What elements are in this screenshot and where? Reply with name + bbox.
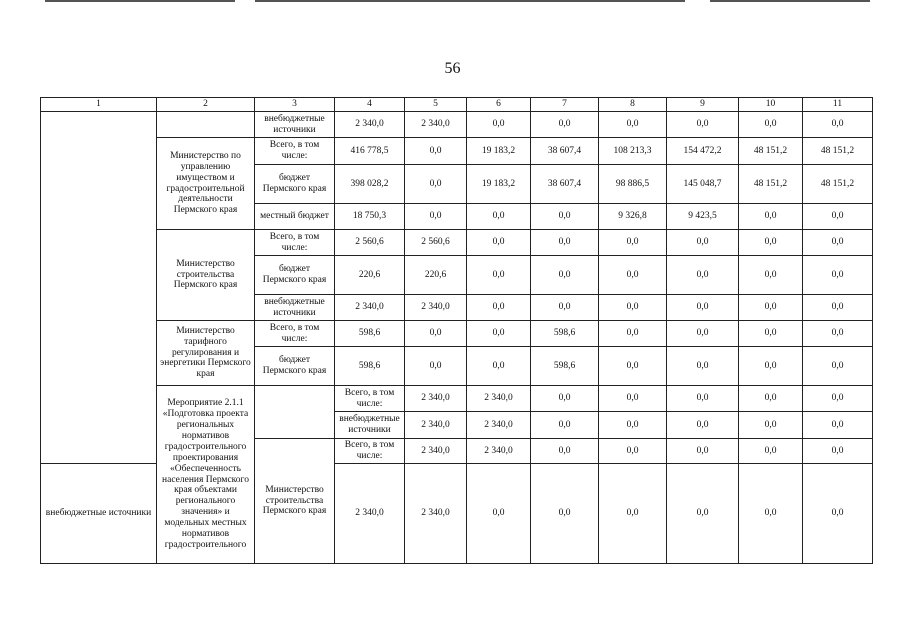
value-cell: 2 560,6	[405, 230, 467, 256]
value-cell: 0,0	[531, 412, 599, 439]
value-cell: 0,0	[599, 256, 667, 295]
funding-source-cell: бюджет Пермского края	[255, 347, 335, 386]
column-number: 2	[157, 98, 255, 112]
value-cell: 0,0	[531, 295, 599, 321]
funding-source-cell: внебюджетные источники	[255, 112, 335, 138]
value-cell: 2 340,0	[405, 412, 467, 439]
value-cell: 2 340,0	[467, 439, 531, 464]
budget-table	[40, 97, 873, 564]
column-number: 10	[739, 98, 803, 112]
value-cell: 38 607,4	[531, 165, 599, 204]
value-cell: 0,0	[667, 321, 739, 347]
value-cell: 598,6	[335, 321, 405, 347]
value-cell: 19 183,2	[467, 138, 531, 165]
column-number: 1	[41, 98, 157, 112]
value-cell: 48 151,2	[739, 138, 803, 165]
scan-top-edge-right	[710, 0, 870, 2]
scan-top-edge-middle	[255, 0, 685, 2]
value-cell: 0,0	[599, 412, 667, 439]
value-cell: 0,0	[467, 230, 531, 256]
value-cell: 0,0	[467, 112, 531, 138]
value-cell: 0,0	[531, 112, 599, 138]
value-cell: 145 048,7	[667, 165, 739, 204]
column-number: 7	[531, 98, 599, 112]
value-cell: 0,0	[803, 439, 873, 464]
value-cell: 0,0	[739, 295, 803, 321]
value-cell: 0,0	[531, 386, 599, 412]
value-cell: 0,0	[467, 321, 531, 347]
value-cell: 0,0	[467, 295, 531, 321]
table-row	[41, 386, 873, 412]
value-cell: 0,0	[405, 321, 467, 347]
value-cell: 0,0	[467, 256, 531, 295]
value-cell: 0,0	[739, 412, 803, 439]
value-cell: 0,0	[739, 230, 803, 256]
column-number: 9	[667, 98, 739, 112]
column-number: 5	[405, 98, 467, 112]
table-body	[41, 112, 873, 564]
funding-source-cell: внебюджетные источники	[41, 464, 157, 564]
value-cell: 0,0	[667, 256, 739, 295]
funding-source-cell: местный бюджет	[255, 204, 335, 230]
value-cell: 0,0	[667, 112, 739, 138]
value-cell: 0,0	[667, 464, 739, 564]
value-cell: 0,0	[739, 204, 803, 230]
page-number: 56	[444, 60, 461, 77]
executor-cell: Министерство по управлению имуществом и градостроительной деятельности Пермского края	[157, 138, 255, 230]
value-cell: 2 340,0	[335, 295, 405, 321]
value-cell: 0,0	[599, 230, 667, 256]
value-cell: 0,0	[667, 386, 739, 412]
scan-top-edge-left	[45, 0, 235, 2]
value-cell: 2 340,0	[405, 295, 467, 321]
value-cell: 48 151,2	[739, 165, 803, 204]
value-cell: 48 151,2	[803, 138, 873, 165]
measure-cell: Мероприятие 2.1.1 «Подготовка проекта региональных нормативов градостроительного проектирования «Обеспеченность населения Пермского края объектами регионального значения» и модельных местных нормативов градостроительного	[157, 386, 255, 564]
table-row	[41, 138, 873, 165]
table-row	[41, 112, 873, 138]
value-cell: 0,0	[803, 412, 873, 439]
value-cell: 0,0	[405, 138, 467, 165]
value-cell: 0,0	[739, 464, 803, 564]
value-cell: 0,0	[739, 386, 803, 412]
value-cell: 0,0	[599, 439, 667, 464]
value-cell: 48 151,2	[803, 165, 873, 204]
value-cell: 0,0	[667, 439, 739, 464]
column-number-header	[41, 98, 873, 112]
value-cell: 0,0	[467, 347, 531, 386]
value-cell: 0,0	[531, 256, 599, 295]
value-cell: 9 326,8	[599, 204, 667, 230]
value-cell: 2 340,0	[405, 439, 467, 464]
value-cell: 0,0	[739, 321, 803, 347]
value-cell: 0,0	[531, 230, 599, 256]
value-cell: 0,0	[599, 347, 667, 386]
value-cell: 598,6	[531, 321, 599, 347]
value-cell: 0,0	[803, 295, 873, 321]
value-cell: 2 340,0	[335, 112, 405, 138]
value-cell: 0,0	[667, 347, 739, 386]
table-row	[41, 321, 873, 347]
value-cell: 0,0	[739, 439, 803, 464]
value-cell: 2 560,6	[335, 230, 405, 256]
executor-cell: Министерство строительства Пермского края	[157, 230, 255, 321]
column-number: 11	[803, 98, 873, 112]
value-cell: 0,0	[599, 112, 667, 138]
value-cell: 0,0	[803, 321, 873, 347]
executor-cell: Министерство строительства Пермского края	[255, 439, 335, 564]
value-cell: 0,0	[599, 386, 667, 412]
column-number: 6	[467, 98, 531, 112]
value-cell: 19 183,2	[467, 165, 531, 204]
value-cell: 598,6	[531, 347, 599, 386]
value-cell: 0,0	[405, 204, 467, 230]
value-cell: 0,0	[803, 112, 873, 138]
value-cell: 0,0	[803, 256, 873, 295]
value-cell: 220,6	[405, 256, 467, 295]
value-cell: 0,0	[667, 412, 739, 439]
value-cell: 2 340,0	[467, 412, 531, 439]
value-cell: 0,0	[599, 295, 667, 321]
value-cell: 2 340,0	[405, 386, 467, 412]
value-cell: 0,0	[803, 204, 873, 230]
column-number: 3	[255, 98, 335, 112]
value-cell: 2 340,0	[405, 464, 467, 564]
funding-source-cell: Всего, в том числе:	[255, 230, 335, 256]
value-cell: 2 340,0	[335, 464, 405, 564]
value-cell: 598,6	[335, 347, 405, 386]
funding-source-cell: Всего, в том числе:	[335, 439, 405, 464]
value-cell: 98 886,5	[599, 165, 667, 204]
funding-source-cell: Всего, в том числе:	[255, 138, 335, 165]
value-cell: 0,0	[405, 347, 467, 386]
value-cell: 0,0	[739, 112, 803, 138]
executor-cell	[255, 386, 335, 439]
value-cell: 154 472,2	[667, 138, 739, 165]
funding-source-cell: бюджет Пермского края	[255, 256, 335, 295]
value-cell: 220,6	[335, 256, 405, 295]
value-cell: 0,0	[667, 230, 739, 256]
value-cell: 0,0	[531, 204, 599, 230]
funding-source-cell: внебюджетные источники	[335, 412, 405, 439]
value-cell: 0,0	[467, 464, 531, 564]
value-cell: 2 340,0	[405, 112, 467, 138]
funding-source-cell: Всего, в том числе:	[335, 386, 405, 412]
column-number: 4	[335, 98, 405, 112]
value-cell: 0,0	[667, 295, 739, 321]
measure-cell	[41, 112, 157, 464]
value-cell: 108 213,3	[599, 138, 667, 165]
funding-source-cell: бюджет Пермского края	[255, 165, 335, 204]
value-cell: 0,0	[803, 464, 873, 564]
value-cell: 0,0	[803, 347, 873, 386]
value-cell: 0,0	[803, 386, 873, 412]
value-cell: 0,0	[803, 230, 873, 256]
executor-cell: Министерство тарифного регулирования и энергетики Пермского края	[157, 321, 255, 386]
value-cell: 0,0	[599, 321, 667, 347]
value-cell: 398 028,2	[335, 165, 405, 204]
value-cell: 0,0	[739, 347, 803, 386]
value-cell: 0,0	[467, 204, 531, 230]
executor-cell	[157, 112, 255, 138]
funding-source-cell: Всего, в том числе:	[255, 321, 335, 347]
value-cell: 9 423,5	[667, 204, 739, 230]
value-cell: 2 340,0	[467, 386, 531, 412]
value-cell: 0,0	[531, 439, 599, 464]
value-cell: 0,0	[599, 464, 667, 564]
value-cell: 0,0	[531, 464, 599, 564]
column-number-row	[41, 98, 873, 112]
column-number: 8	[599, 98, 667, 112]
value-cell: 38 607,4	[531, 138, 599, 165]
table-row	[41, 230, 873, 256]
value-cell: 0,0	[405, 165, 467, 204]
funding-source-cell: внебюджетные источники	[255, 295, 335, 321]
value-cell: 0,0	[739, 256, 803, 295]
value-cell: 18 750,3	[335, 204, 405, 230]
value-cell: 416 778,5	[335, 138, 405, 165]
